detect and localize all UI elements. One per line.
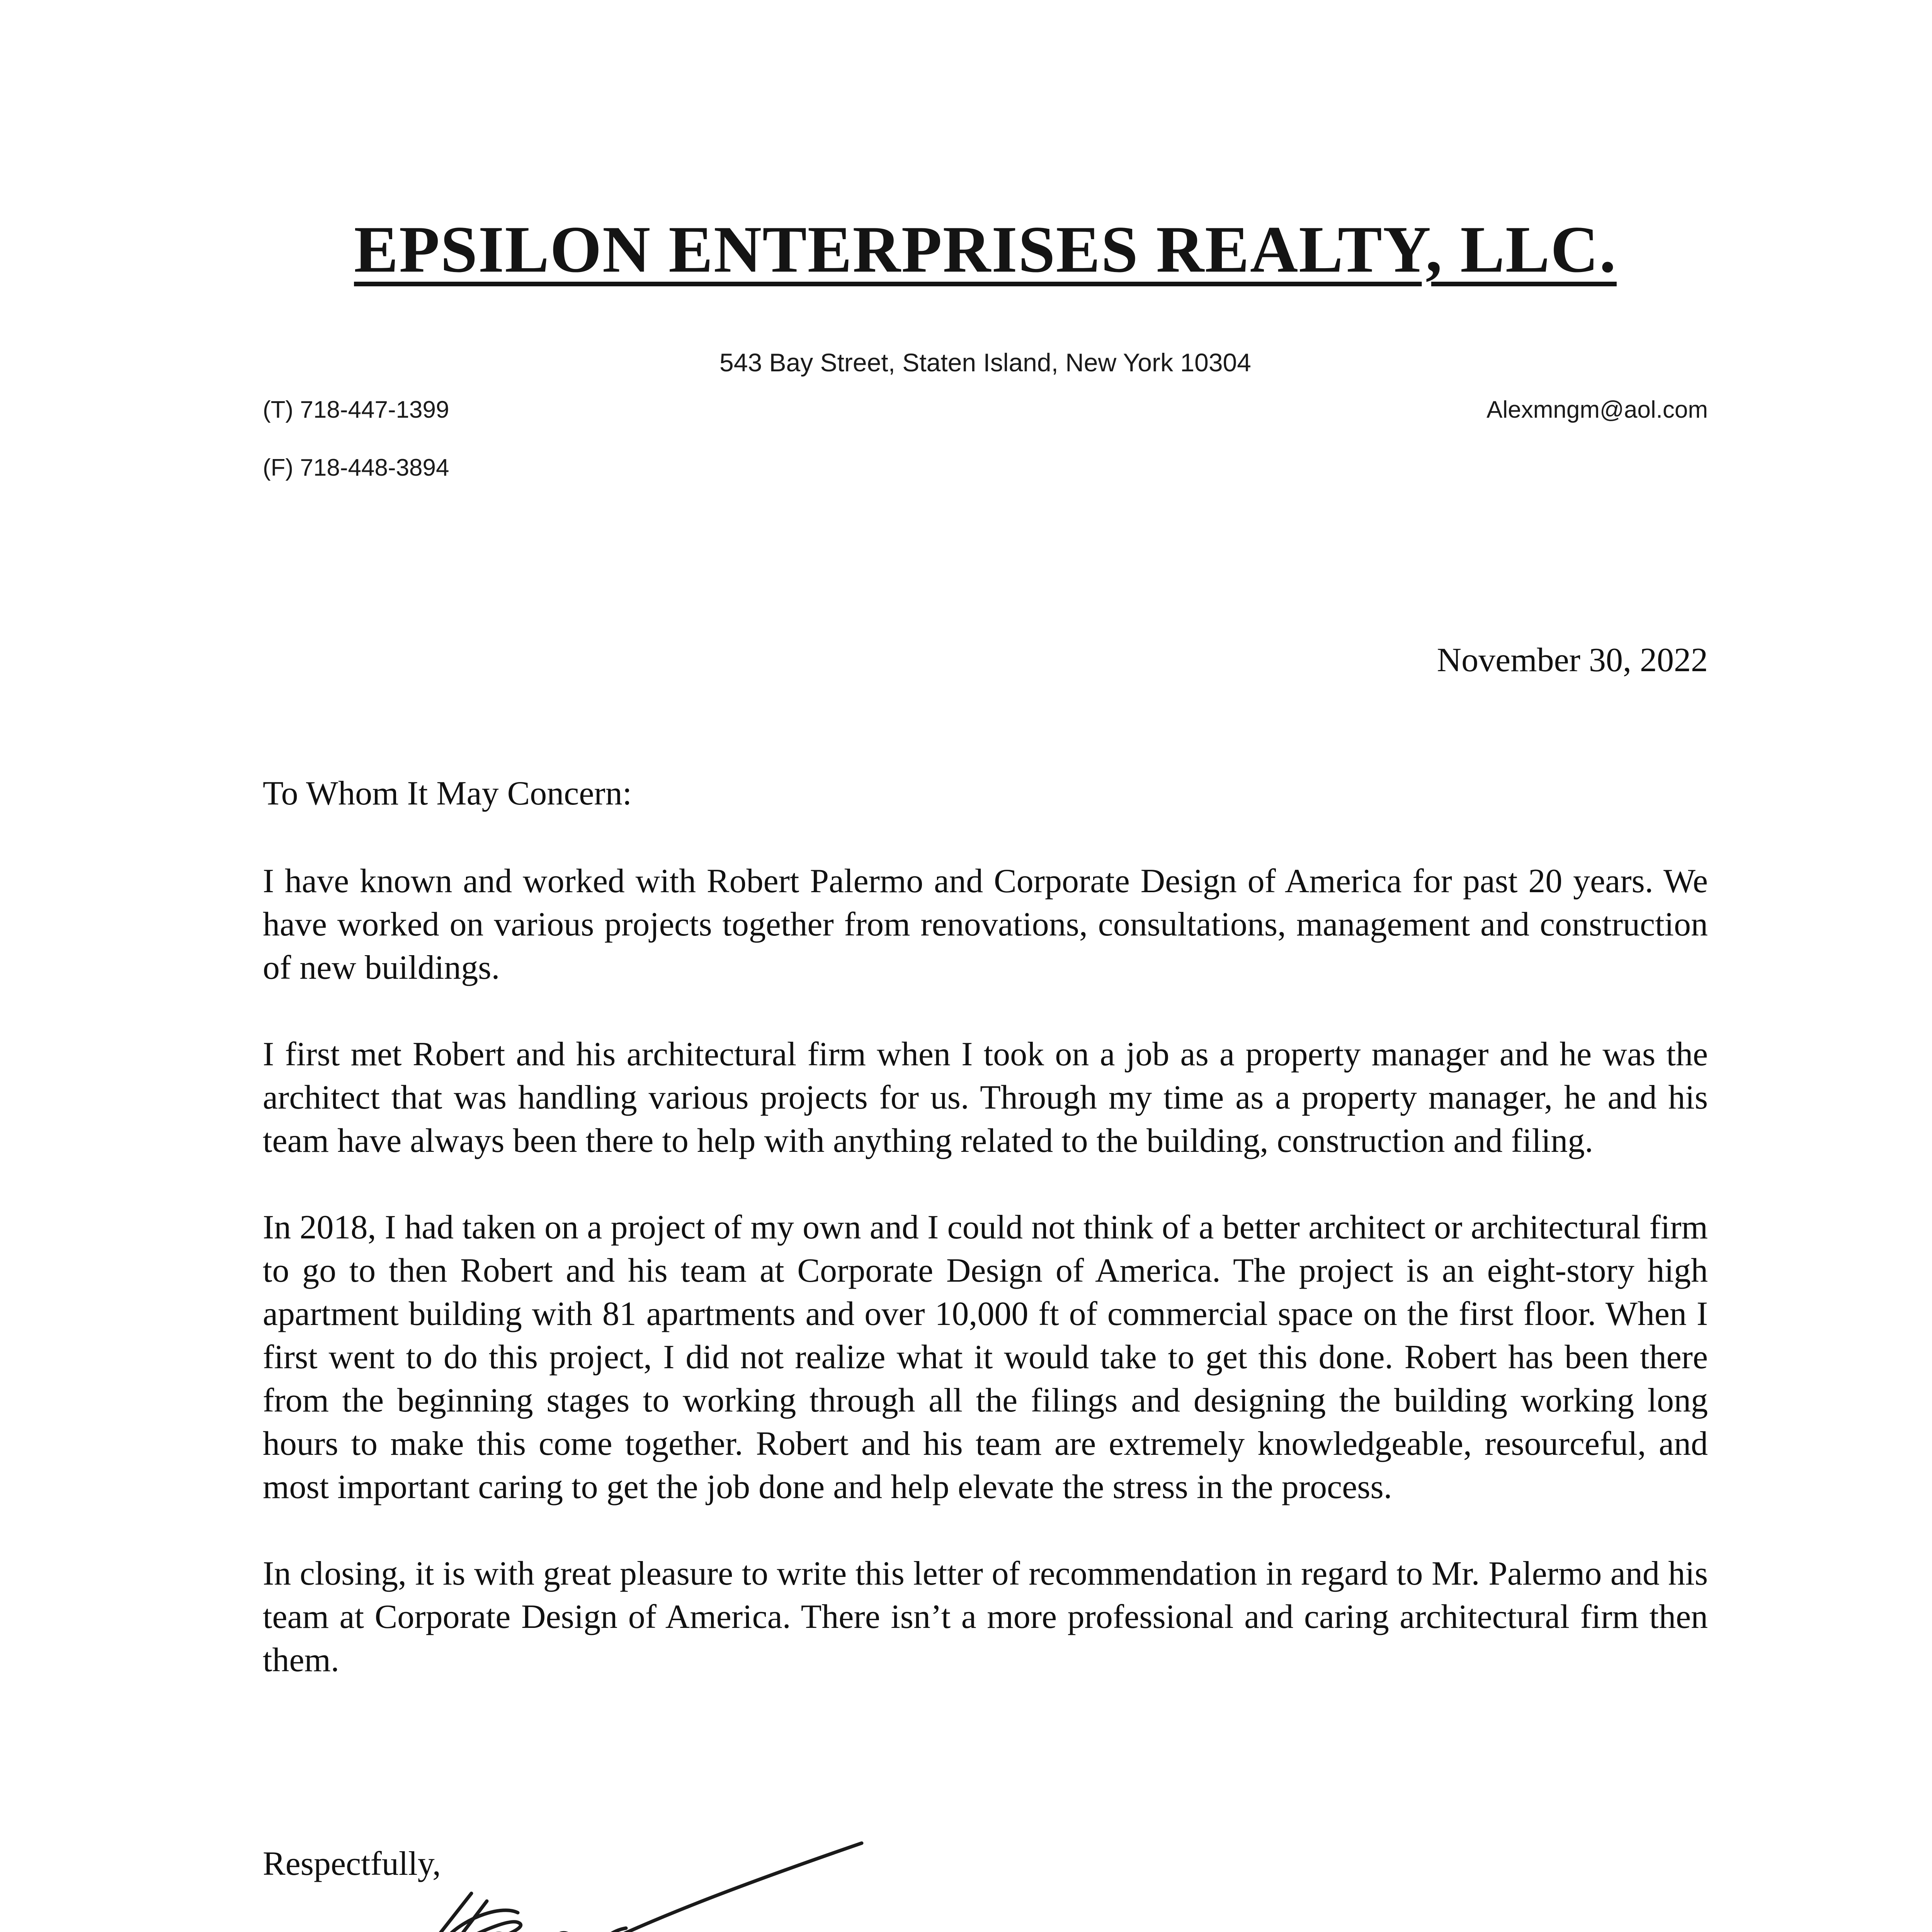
company-name: EPSILON ENTERPRISES REALTY, LLC. [354, 213, 1617, 286]
letter-date: November 30, 2022 [1437, 641, 1708, 679]
phone-number: (T) 718-447-1399 [263, 396, 449, 423]
fax-number: (F) 718-448-3894 [263, 454, 449, 481]
closing: Respectfully, [263, 1845, 441, 1883]
paragraph-3: In 2018, I had taken on a project of my own and I could not think of a better architect or architectural firm to go to then Robert and his team at Corporate Design of America. The project is an eight-story high apartment building with 81 apartments and over 10,000 ft of commercial space on the first floor. When I first went to do this project, I did not realize what it would take to get this done. Robert has been there from the beginning stages to working through all the filings and designing the building working long hours to make this come together. Robert and his team are extremely knowledgeable, resourceful, and most important caring to get the job done and help elevate the stress in the process. [263, 1209, 1708, 1506]
paragraph-2: I first met Robert and his architectural firm when I took on a job as a property manager and he was the architect that was handling various projects for us. Through my time as a property manager, he and his team have always been there to help with anything related to the building, construction and filing. [263, 1036, 1708, 1160]
company-address: 543 Bay Street, Staten Island, New York 10304 [719, 348, 1251, 377]
paragraph-4: In closing, it is with great pleasure to write this letter of recommendation in regard to Mr. Palermo and his team at Corporate Design of America. There isn’t a more professional and caring architectural firm then them. [263, 1555, 1708, 1679]
letter-body [263, 860, 1708, 1725]
paragraph-1: I have known and worked with Robert Palermo and Corporate Design of America for past 20 years. We have worked on various projects together from renovations, consultations, management and construction of new buildings. [263, 862, 1708, 986]
signature-image [286, 1839, 873, 1932]
email-address: Alexmngm@aol.com [1486, 396, 1708, 423]
salutation: To Whom It May Concern: [263, 775, 632, 812]
contact-numbers [263, 398, 449, 514]
